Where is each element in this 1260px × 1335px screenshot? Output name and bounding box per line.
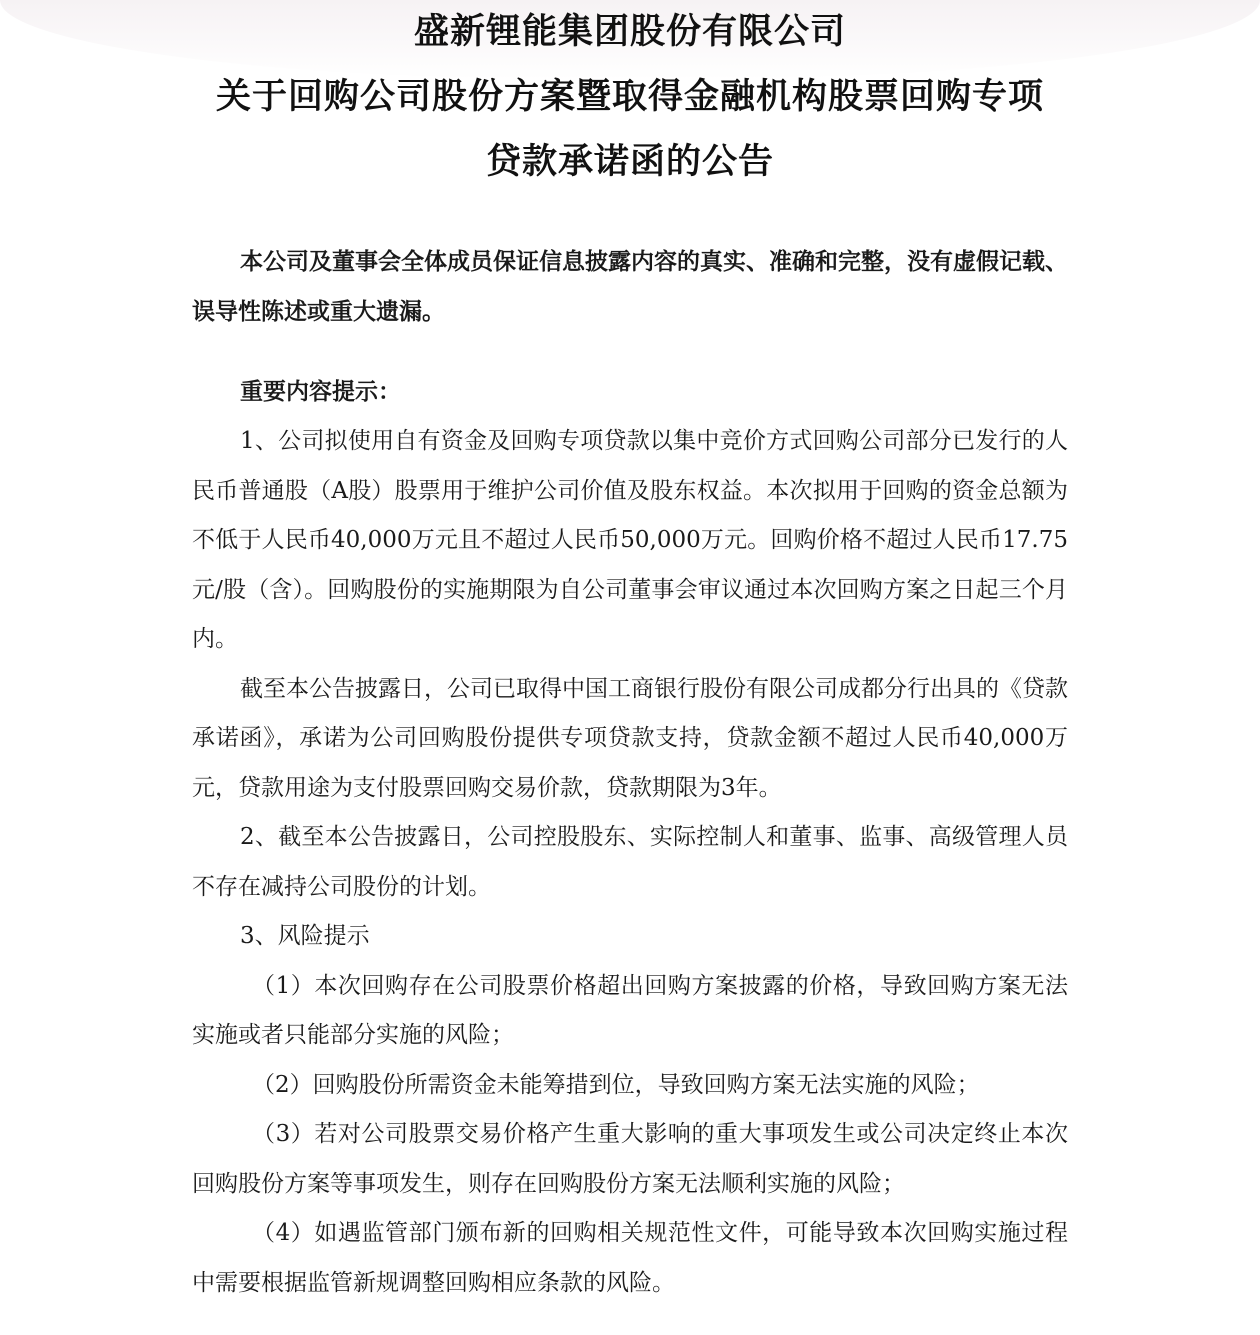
paragraph-risk-2: （2）回购股份所需资金未能筹措到位，导致回购方案无法实施的风险；	[252, 1071, 980, 1098]
paragraph-repurchase-plan: 1、公司拟使用自有资金及回购专项贷款以集中竞价方式回购公司部分已发行的人民币普通股（A股）股票用于维护公司价值及股东权益。本次拟用于回购的资金总额为不低于人民币40,000万元且不超过人民币50,000万元。回购价格不超过人民币17.75元/股（含）。回购股份的实施期限为自公司董事会审议通过本次回购方案之日起三个月内。	[192, 428, 1068, 652]
board-declaration: 本公司及董事会全体成员保证信息披露内容的真实、准确和完整，没有虚假记载、误导性陈述或重大遗漏。	[192, 248, 1068, 325]
paragraph-risk-1: （1）本次回购存在公司股票价格超出回购方案披露的价格，导致回购方案无法实施或者只能部分实施的风险；	[192, 972, 1068, 1048]
paragraph-no-reduction-plan: 2、截至本公告披露日，公司控股股东、实际控制人和董事、监事、高级管理人员不存在减持公司股份的计划。	[192, 824, 1068, 900]
paragraph-risk-4: （4）如遇监管部门颁布新的回购相关规范性文件，可能导致本次回购实施过程中需要根据监管新规调整回购相应条款的风险。	[192, 1220, 1068, 1296]
title-subject-line-cont: 贷款承诺函的公告	[485, 142, 774, 182]
important-notes-heading: 重要内容提示：	[240, 378, 401, 405]
title-subject-line: 关于回购公司股份方案暨取得金融机构股票回购专项	[215, 77, 1044, 117]
paragraph-risk-3: （3）若对公司股票交易价格产生重大影响的重大事项发生或公司决定终止本次回购股份方案等事项发生，则存在回购股份方案无法顺利实施的风险；	[192, 1121, 1068, 1197]
paragraph-loan-commitment: 截至本公告披露日，公司已取得中国工商银行股份有限公司成都分行出具的《贷款承诺函》，承诺为公司回购股份提供专项贷款支持，贷款金额不超过人民币40,000万元，贷款用途为支付股票回购交易价款，贷款期限为3年。	[192, 675, 1068, 801]
title-company-name: 盛新锂能集团股份有限公司	[413, 12, 846, 52]
paragraph-risk-heading: 3、风险提示	[240, 923, 370, 949]
document-title	[192, 0, 1068, 195]
announcement-document	[192, 0, 1068, 1308]
